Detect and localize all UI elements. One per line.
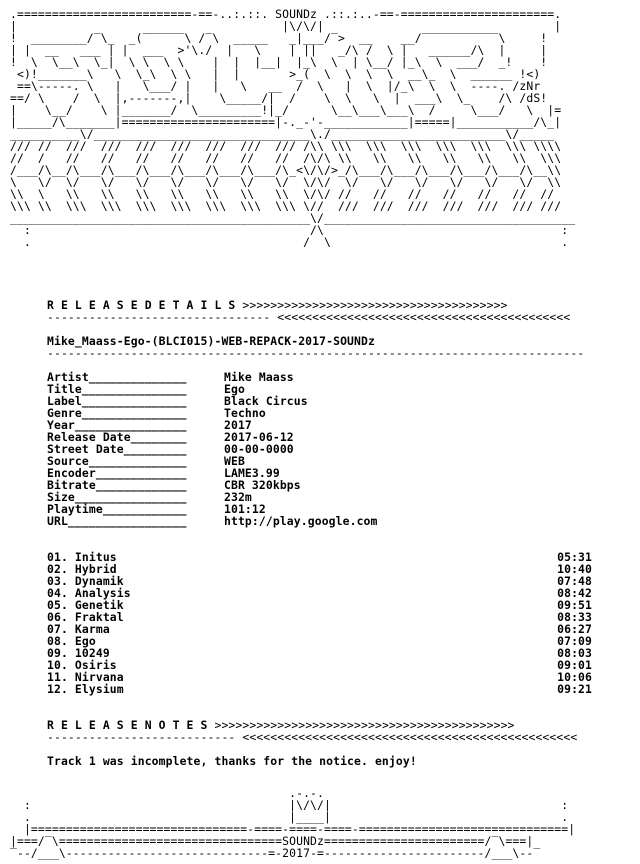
footer-group-tag: SOUNDz	[282, 834, 325, 848]
field-label: Bitrate_____________	[47, 478, 187, 492]
footer-year: 2017	[282, 846, 311, 860]
track-row	[47, 563, 592, 575]
footer-ascii-art: .-.-. : |\/\/| : . |____| . |===============================-====-====-====-==============================| |===/‾\================================SOUNDz=======================/‾\===| ‾--/___\-----------------------------=-2017-=-----------------------/___\--‾	[10, 786, 576, 860]
arrow-rule-right: >>>>>>>>>>>>>>>>>>>>>>>>>>>>>>>>>>>>>>	[235, 298, 508, 312]
track-time: 09:01	[557, 658, 592, 672]
field-label: Source______________	[47, 454, 187, 468]
field-value: Black Circus	[224, 394, 308, 408]
track-time: 05:31	[557, 550, 592, 564]
field-value: LAME3.99	[224, 466, 280, 480]
track-row	[47, 659, 592, 671]
release-notes-section	[47, 719, 577, 743]
track-title: 01. Initus	[47, 550, 117, 564]
arrow-rule-right: >>>>>>>>>>>>>>>>>>>>>>>>>>>>>>>>>>>>>>>>>>>	[207, 718, 515, 732]
track-row	[47, 599, 592, 611]
track-row	[47, 647, 592, 659]
arrow-rule-left: --------------------------- <<<<<<<<<<<<<<<<<<<<<<<<<<<<<<<<<<<<<<<<<<<<<<<<	[47, 730, 578, 744]
release-details-section	[47, 299, 570, 323]
field-row	[47, 515, 378, 527]
track-row	[47, 683, 592, 695]
track-title: 11. Nirvana	[47, 670, 124, 684]
track-title: 02. Hybrid	[47, 562, 117, 576]
track-title: 07. Karma	[47, 622, 110, 636]
field-label: Encoder_____________	[47, 466, 187, 480]
field-value: 232m	[224, 490, 252, 504]
field-label: Release Date________	[47, 430, 187, 444]
field-value: Techno	[224, 406, 266, 420]
track-row	[47, 623, 592, 635]
track-row	[47, 635, 592, 647]
ascii-logo-art: .=========================-==-..:.::. SOUNDz .::.:..-==-======================. | |\/\/| | ! ________/‾\_ _(‾‾‾‾‾‾\ /‾\ _____ _|___/‾> __ __/‾‾‾‾‾‾‾‾‾‾‾\ ! | | __ ___ | | ___ >'\./ | \ | || _/\ / \ | ______/\ | | ! \ \__\ \_| \ \ \ \ | | |__| |_\ \ | \__/ |_\ \ ___/ _! ! <)!_______\ \ \_\ \ \ | | >_( \ \ \ \ __\_ \ ______ !<) ==\-----. \ | \___/ | | \ __ / \ | \ |/_\ \ \ ----. /zNr ==/ \ / \ |,-------,| \_____/| / \ \ \ | ___\ \_ /\ /dS! | \__/ \ |_______/ \_________!|_/ \__\___\___\ / \___/ \ |= |_____/\_______|======================|-._-'-____________|=====|___________/\_| __________\/_______________________________\./_________________________\/_____ /// // /// /// /// /// /// /// /// /\\ \\\ \\\ \\\ \\\ \\\ \\\ \\\\ // / // // // // // // // /\/\ \\ \\ \\ \\ \\ \\ \\\ /___/\__/\___/\___/\___/\___/\___/\___/\_<\/\/>_/\___/\___/\___/\___/\___/\__\\ \ \/ \/ \/ \/ \/ \/ \/ \/ \/\/ \/ \/ \/ \/ \/ \/ \\ \\ \ \\ \\ \\ \\ \\ \\ \\ \/\/ // // // // // // // \\\ \\ \\\ \\\ \\\ \\\ \\\ \\\ \\\ \// /// /// /// /// /// /// /// ___________________________________________\/____________________________________ : /\ : . / \ .	[10, 7, 576, 249]
field-value: 00-00-0000	[224, 442, 294, 456]
release-name: Mike_Maass-Ego-(BLCI015)-WEB-REPACK-2017-SOUNDz	[47, 334, 375, 348]
track-title: 08. Ego	[47, 634, 96, 648]
track-title: 06. Fraktal	[47, 610, 124, 624]
header-group-tag: SOUNDz	[275, 7, 318, 21]
field-value: 101:12	[224, 502, 266, 516]
track-title: 10. Osiris	[47, 658, 117, 672]
field-label: Size________________	[47, 490, 187, 504]
field-label: Title_______________	[47, 382, 187, 396]
field-label: Street Date_________	[47, 442, 187, 456]
track-time: 10:06	[557, 670, 592, 684]
track-time: 08:03	[557, 646, 592, 660]
track-list	[47, 551, 592, 695]
field-value: 2017	[224, 418, 252, 432]
track-row	[47, 551, 592, 563]
track-time: 09:21	[557, 682, 592, 696]
track-time: 07:09	[557, 634, 592, 648]
field-value: Mike Maass	[224, 370, 294, 384]
field-label: Genre_______________	[47, 406, 187, 420]
track-time: 10:40	[557, 562, 592, 576]
field-value: 2017-06-12	[224, 430, 294, 444]
track-time: 08:42	[557, 586, 592, 600]
track-title: 04. Analysis	[47, 586, 131, 600]
track-time: 09:51	[557, 598, 592, 612]
track-title: 05. Genetik	[47, 598, 124, 612]
release-name-block	[47, 335, 584, 359]
field-value: http://play.google.com	[224, 514, 378, 528]
field-value: WEB	[224, 454, 245, 468]
release-notes-heading: R E L E A S E N O T E S	[47, 718, 208, 732]
field-label: Year________________	[47, 418, 187, 432]
release-name-underline: -----------------------------------------------------------------------------	[47, 346, 585, 360]
field-label: Label_______________	[47, 394, 187, 408]
field-label: Playtime____________	[47, 502, 187, 516]
track-row	[47, 611, 592, 623]
release-fields	[47, 371, 378, 527]
field-label: URL_________________	[47, 514, 187, 528]
track-time: 07:48	[557, 574, 592, 588]
release-details-heading: R E L E A S E D E T A I L S	[47, 298, 236, 312]
track-time: 08:33	[557, 610, 592, 624]
track-row	[47, 587, 592, 599]
track-title: 09. 10249	[47, 646, 110, 660]
track-time: 06:27	[557, 622, 592, 636]
field-value: Ego	[224, 382, 245, 396]
track-title: 03. Dynamik	[47, 574, 124, 588]
track-title: 12. Elysium	[47, 682, 124, 696]
field-label: Artist______________	[47, 370, 187, 384]
track-row	[47, 671, 592, 683]
release-notes-text: Track 1 was incomplete, thanks for the notice. enjoy!	[47, 754, 417, 768]
arrow-rule-left: -------------------------------- <<<<<<<<<<<<<<<<<<<<<<<<<<<<<<<<<<<<<<<<<<	[47, 310, 571, 324]
field-value: CBR 320kbps	[224, 478, 301, 492]
